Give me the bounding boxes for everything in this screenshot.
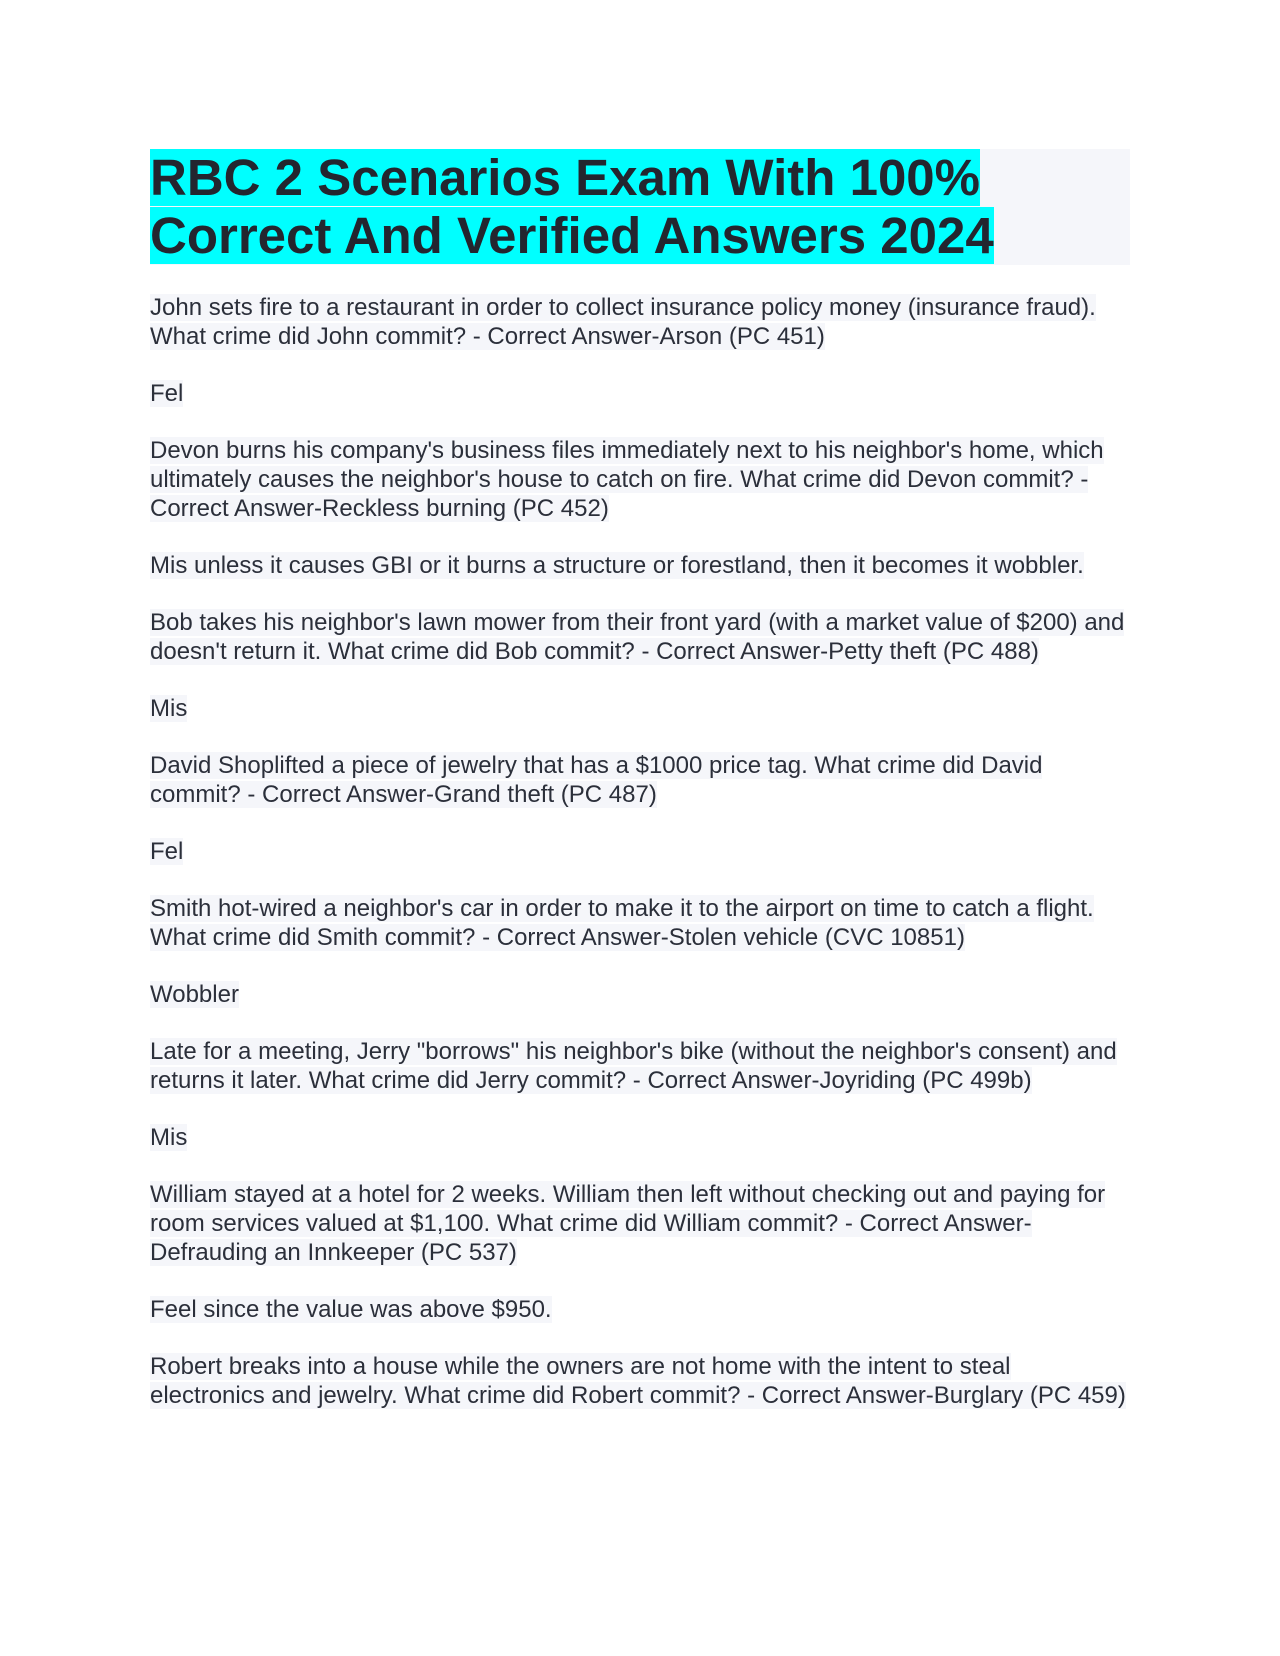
- paragraph-text: Bob takes his neighbor's lawn mower from their front yard (with a market value of $200) and doesn't return it. What crime did Bob commit? - Correct Answer-Petty theft (PC 488): [150, 609, 1125, 665]
- paragraph-text: Feel since the value was above $950.: [150, 1296, 552, 1323]
- paragraph-smith-question: [150, 894, 1130, 952]
- paragraph-text: Smith hot-wired a neighbor's car in order to make it to the airport on time to catch a flight. What crime did Smith commit? - Correct Answer-Stolen vehicle (CVC 10851): [150, 895, 1094, 951]
- paragraph-text: William stayed at a hotel for 2 weeks. William then left without checking out and paying for room services valued at $1,100. What crime did William commit? - Correct Answer-Defrauding an Innkeeper (PC 537): [150, 1181, 1106, 1266]
- paragraph-john-class: [150, 379, 1130, 408]
- paragraph-text: John sets fire to a restaurant in order to collect insurance policy money (insurance fraud). What crime did John commit? - Correct Answer-Arson (PC 451): [150, 294, 1096, 350]
- paragraph-text: Fel: [150, 838, 184, 865]
- paragraph-jerry-class: [150, 1123, 1130, 1152]
- paragraph-text: Devon burns his company's business files immediately next to his neighbor's home, which ultimately causes the neighbor's house to catch on fire. What crime did Devon commit? - Correct Answer-Reckless burning (PC 452): [150, 437, 1104, 522]
- paragraph-text: Mis unless it causes GBI or it burns a structure or forestland, then it becomes it wobbler.: [150, 552, 1084, 579]
- paragraph-jerry-question: [150, 1037, 1130, 1095]
- document-title-text: RBC 2 Scenarios Exam With 100% Correct And Verified Answers 2024: [150, 149, 994, 264]
- paragraph-devon-question: [150, 436, 1130, 523]
- paragraph-william-class: [150, 1295, 1130, 1324]
- document-page: [150, 149, 1130, 1438]
- paragraph-bob-class: [150, 694, 1130, 723]
- paragraph-smith-class: [150, 980, 1130, 1009]
- document-title: [150, 149, 1130, 265]
- paragraph-text: Fel: [150, 380, 184, 407]
- paragraph-text: Mis: [150, 1124, 188, 1151]
- paragraph-text: Late for a meeting, Jerry "borrows" his neighbor's bike (without the neighbor's consent) and returns it later. What crime did Jerry commit? - Correct Answer-Joyriding (PC 499b): [150, 1038, 1117, 1094]
- title-block: [150, 149, 1130, 265]
- paragraph-devon-class: [150, 551, 1130, 580]
- paragraph-william-question: [150, 1180, 1130, 1267]
- paragraph-text: David Shoplifted a piece of jewelry that has a $1000 price tag. What crime did David commit? - Correct Answer-Grand theft (PC 487): [150, 752, 1043, 808]
- paragraph-bob-question: [150, 608, 1130, 666]
- paragraph-text: Robert breaks into a house while the owners are not home with the intent to steal electronics and jewelry. What crime did Robert commit? - Correct Answer-Burglary (PC 459): [150, 1353, 1126, 1409]
- paragraph-robert-question: [150, 1352, 1130, 1410]
- paragraph-david-question: [150, 751, 1130, 809]
- paragraph-text: Mis: [150, 695, 188, 722]
- paragraph-david-class: [150, 837, 1130, 866]
- paragraph-text: Wobbler: [150, 981, 239, 1008]
- paragraph-john-question: [150, 293, 1130, 351]
